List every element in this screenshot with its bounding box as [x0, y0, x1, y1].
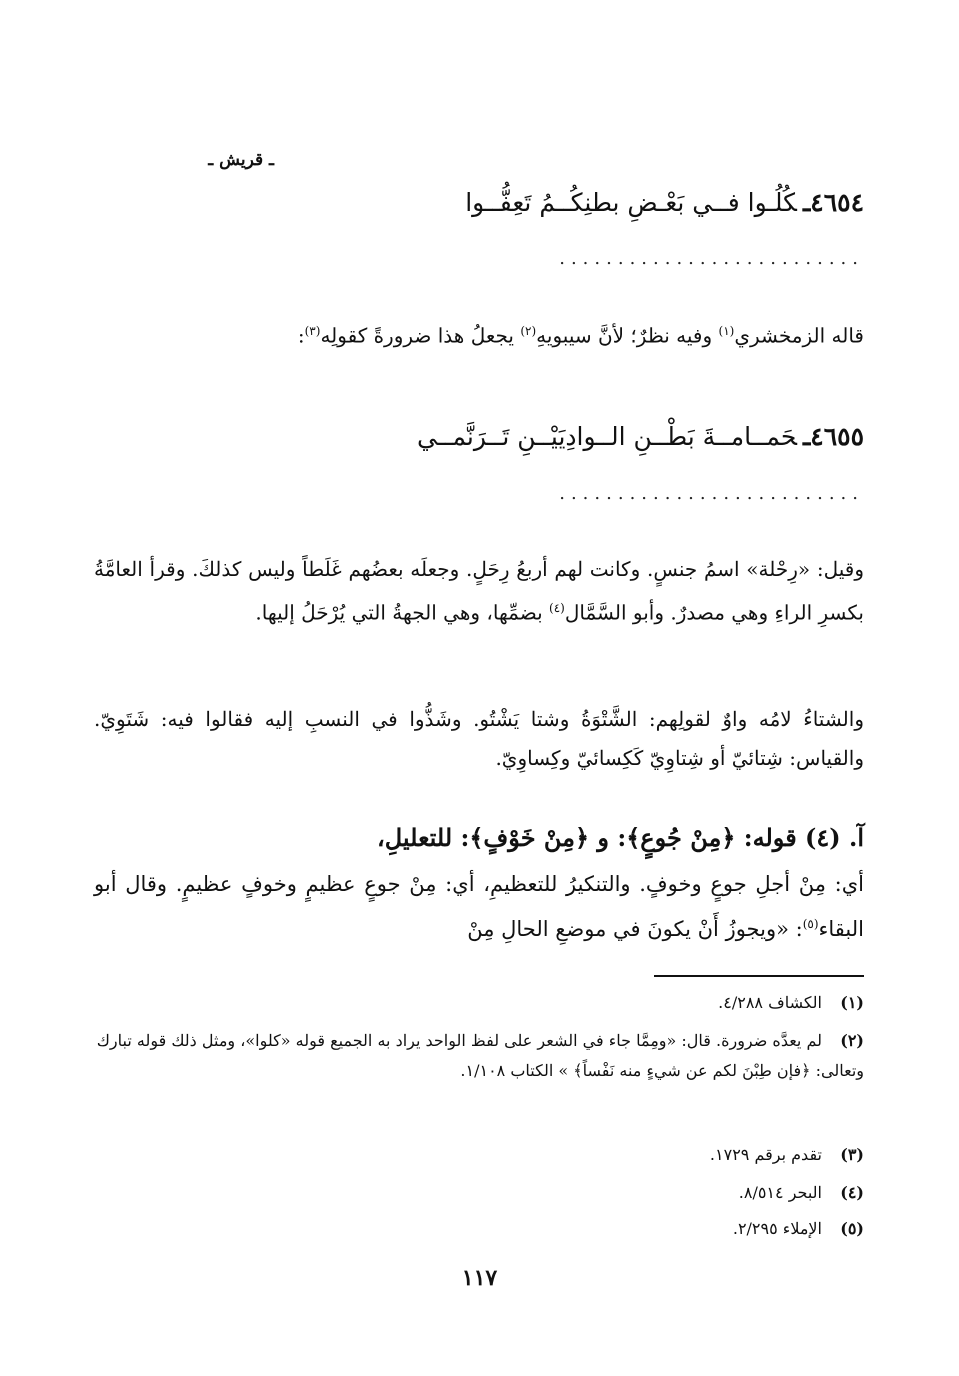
- footnote-text: البحر ٨/٥١٤.: [738, 1183, 822, 1202]
- dotted-separator: ..........................: [559, 483, 864, 504]
- footnote-ref: (١): [718, 324, 735, 338]
- text-run: يجعلُ هذا ضرورةً كقولِه: [320, 323, 521, 348]
- footnote-number: (١): [840, 993, 864, 1012]
- text-run: وفيه نظرٌ؛ لأنَّ سيبويهِ: [536, 323, 719, 348]
- footnote-number: (٥): [840, 1219, 864, 1238]
- footnote-text: تقدم برقم ١٧٢٩.: [709, 1145, 822, 1164]
- verse-text: حَمــامــةَ بَطْــنِ الــوادِيَيْــنِ تَــرَنَّمــي: [416, 422, 797, 451]
- paragraph-rihla: [94, 550, 864, 633]
- footnote-text: لم يعدَّه ضرورة. قال: «ومِمَّا جاء في الشعر على لفظ الواحد يراد به الجميع قوله «كلوا»، ومثل ذلك قوله تبارك وتعالى: ﴿فإن طِبْنَ لكم عن شيءٍ منه نَفْساً﴾ » الكتاب ١/١٠٨.: [96, 1031, 864, 1080]
- footnote-ref: (٣): [304, 324, 321, 338]
- page-number: ١١٧: [461, 1265, 498, 1291]
- footnote-number: (٢): [840, 1031, 864, 1050]
- footnote-1: [94, 988, 864, 1018]
- footnote-ref: (٥): [802, 917, 819, 931]
- footnote-3: [94, 1140, 864, 1170]
- footnote-4: [94, 1178, 864, 1208]
- footnote-ref: (٢): [520, 324, 537, 338]
- dotted-separator: ..........................: [559, 248, 864, 269]
- text-run: وقيل: «رِحْلة» اسمُ جنسٍ. وكانت لهم أربعُ رِحَلٍ. وجعلَه بعضُهم غَلَطاً وليس كذلكَ. وقرأ العامَّةُ بكسرِ الراءِ وهي مصدرٌ. وأبو السَّمَّال: [94, 557, 864, 625]
- text-run: : «ويجوزُ أَنْ يكونَ في موضعِ الحالِ مِنْ: [467, 917, 803, 941]
- footnote-text: الإملاء ٢/٢٩٥.: [732, 1219, 822, 1238]
- verse-line: [417, 422, 864, 451]
- text-run: أي: مِنْ أجلِ جوعٍ وخوفٍ. والتنكيرُ للتعظيمِ، أي: مِنْ جوعٍ عظيمٍ وخوفٍ عظيمٍ. وقال أبو البقاء: [94, 872, 864, 941]
- verse-number: ٤٦٥٥ـ: [802, 422, 864, 451]
- verse-commentary-heading: آ. (٤) قوله: ﴿مِنْ جُوعٍ﴾: و ﴿مِنْ خَوْفٍ﴾: للتعليلِ،: [376, 823, 864, 852]
- footnote-ref: (٤): [549, 601, 565, 615]
- verse-text: كُلُـوا فــي بَعْـضِ بطنِكُــمُ تَعِفُّــوا: [465, 188, 797, 217]
- footnote-number: (٤): [840, 1183, 864, 1202]
- verse-number: ٤٦٥٤ـ: [802, 188, 864, 217]
- footnote-5: [94, 1214, 864, 1244]
- footnote-text: الكشاف ٤/٢٨٨.: [718, 993, 822, 1012]
- footnote-number: (٣): [840, 1145, 864, 1164]
- paragraph-commentary: [94, 864, 864, 949]
- text-run: قاله الزمخشري: [734, 323, 864, 348]
- surah-header: ـ قريش ـ: [208, 150, 274, 170]
- text-run: :: [297, 323, 305, 348]
- footnote-divider: [654, 975, 864, 977]
- text-run: بضمِّها، وهي الجهةُ التي يُرْحَلُ إليها.: [255, 600, 549, 625]
- footnote-2: [94, 1026, 864, 1086]
- verse-line: [465, 188, 864, 217]
- paragraph-zamakhshari: [94, 312, 864, 356]
- paragraph-shita: والشتاءُ لامُه واوٌ لقولِهم: الشَّتْوَةُ وشتا يَشْتُو. وشَذُّوا في النسبِ إليه فقالوا فيه: شَتَوِيّ. والقياس: شِتائيّ أو شِتاوِيّ كَكِسائيّ وكِساوِيّ.: [94, 707, 864, 770]
